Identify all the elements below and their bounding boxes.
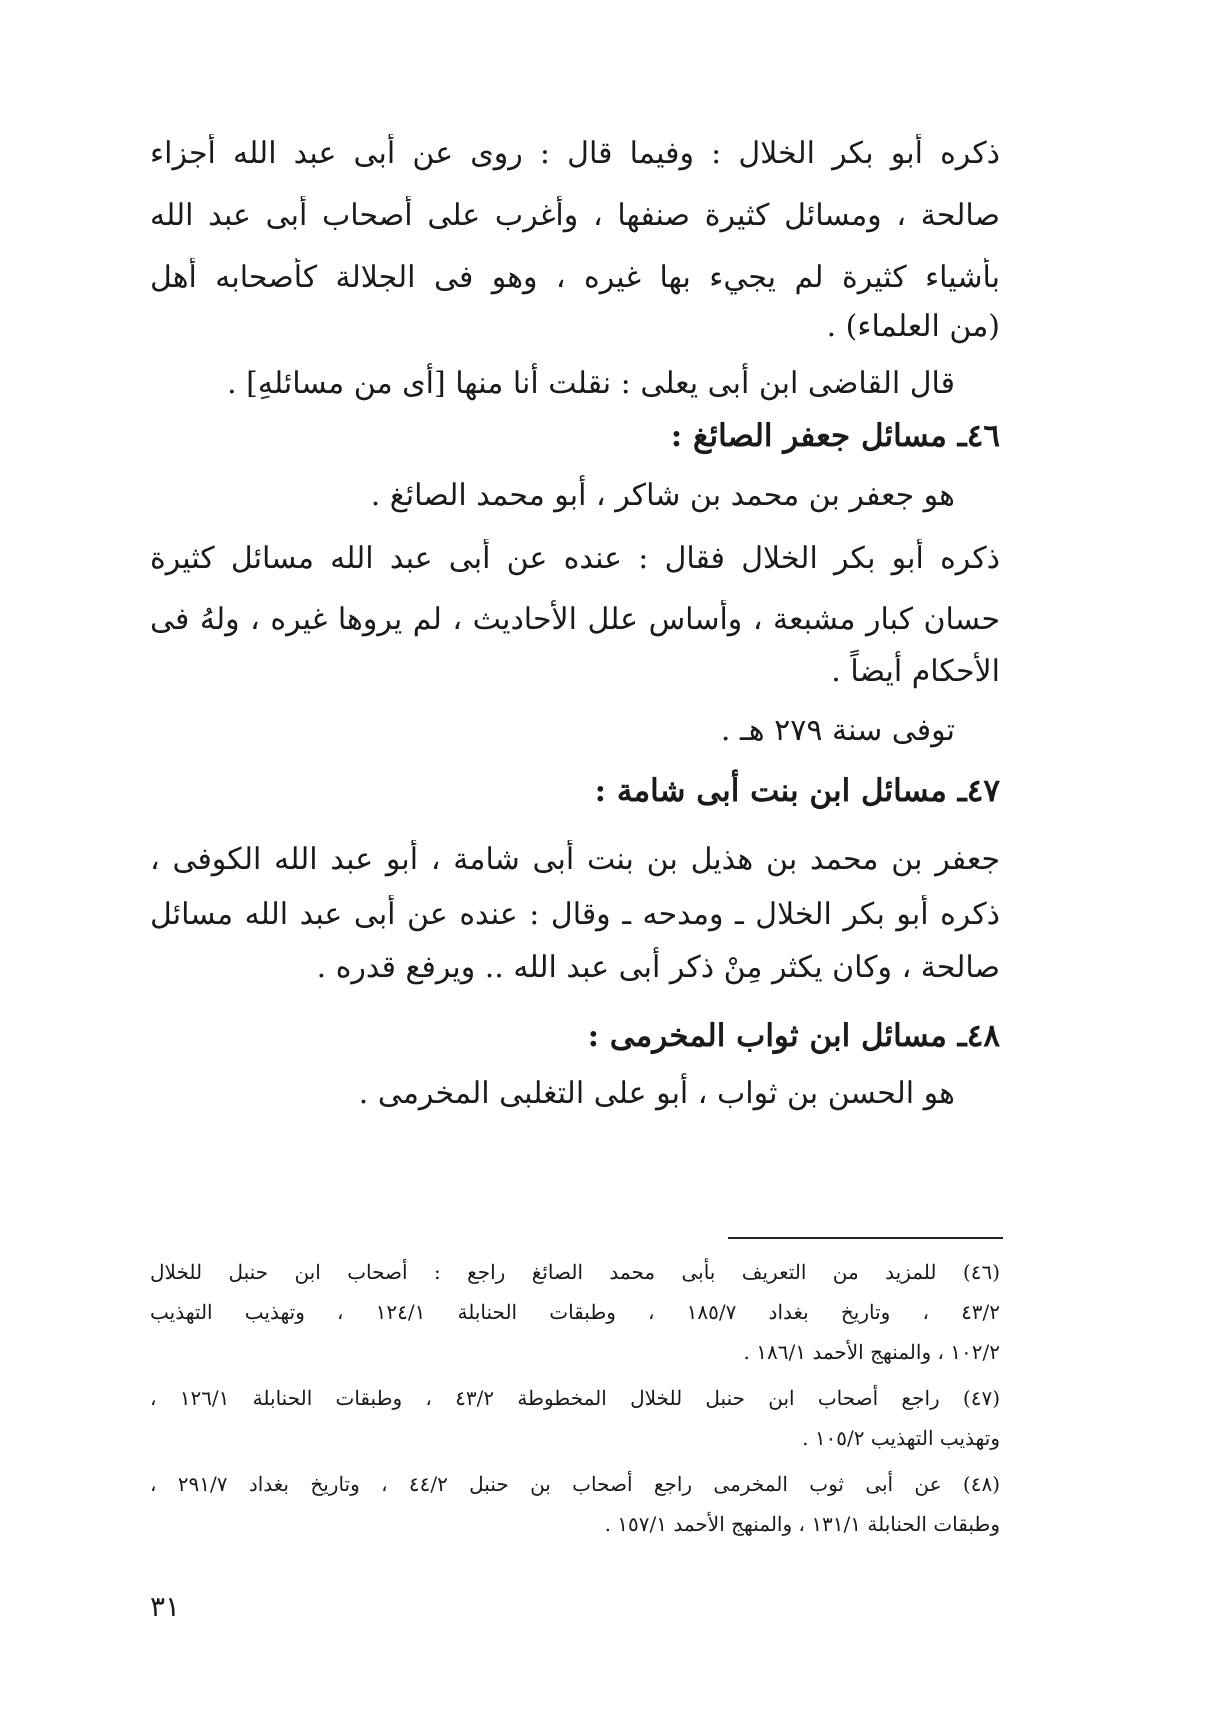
- section-heading-48: ٤٨ـ مسائل ابن ثواب المخرمى :: [587, 1018, 1000, 1054]
- footnote-line: وطبقات الحنابلة ١٣١/١ ، والمنهج الأحمد ١٥٧/١ .: [604, 1512, 1000, 1536]
- body-line: صالحة ، وكان يكثر مِنْ ذكر أبى عبد الله .. ويرفع قدره .: [316, 950, 1000, 985]
- body-line: قال القاضى ابن أبى يعلى : نقلت أنا منها [أى من مسائلهِ] .: [227, 366, 955, 401]
- body-line: توفى سنة ٢٧٩ هـ .: [720, 713, 955, 748]
- footnote-line: ١٠٢/٢ ، والمنهج الأحمد ١٨٦/١ .: [743, 1340, 1000, 1364]
- section-heading-46: ٤٦ـ مسائل جعفر الصائغ :: [670, 418, 1000, 454]
- body-line: ذكره أبو بكر الخلال ـ ومدحه ـ وقال : عنده عن أبى عبد الله مسائل: [150, 897, 1000, 932]
- body-line: الأحكام أيضاً .: [831, 654, 1000, 689]
- page-number: ٣١: [150, 1590, 181, 1623]
- body-line: ذكره أبو بكر الخلال فقال : عنده عن أبى عبد الله مسائل كثيرة: [150, 541, 1000, 576]
- footnote-line: (٤٨) عن أبى ثوب المخرمى راجع أصحاب بن حنبل ٤٤/٢ ، وتاريخ بغداد ٢٩١/٧ ،: [150, 1472, 1000, 1496]
- body-line: هو الحسن بن ثواب ، أبو على التغلبى المخرمى .: [358, 1076, 955, 1111]
- footnote-separator: [728, 1237, 1003, 1239]
- footnote-line: ٤٣/٢ ، وتاريخ بغداد ١٨٥/٧ ، وطبقات الحنابلة ١٢٤/١ ، وتهذيب التهذيب: [150, 1300, 1000, 1324]
- body-line: (من العلماء) .: [826, 309, 1000, 344]
- footnote-line: وتهذيب التهذيب ١٠٥/٢ .: [802, 1426, 1000, 1450]
- section-heading-47: ٤٧ـ مسائل ابن بنت أبى شامة :: [594, 773, 1000, 809]
- body-line: حسان كبار مشبعة ، وأساس علل الأحاديث ، لم يروها غيره ، ولهُ فى: [150, 602, 1000, 637]
- footnote-line: (٤٦) للمزيد من التعريف بأبى محمد الصائغ راجع : أصحاب ابن حنبل للخلال: [150, 1260, 1000, 1284]
- body-line: ذكره أبو بكر الخلال : وفيما قال : روى عن أبى عبد الله أجزاء: [150, 136, 1000, 171]
- body-line: بأشياء كثيرة لم يجيء بها غيره ، وهو فى الجلالة كأصحابه أهل: [150, 260, 1000, 295]
- body-line: صالحة ، ومسائل كثيرة صنفها ، وأغرب على أصحاب أبى عبد الله: [150, 198, 1000, 233]
- body-line: جعفر بن محمد بن هذيل بن بنت أبى شامة ، أبو عبد الله الكوفى ،: [150, 842, 1000, 877]
- body-line: هو جعفر بن محمد بن شاكر ، أبو محمد الصائغ .: [370, 478, 955, 513]
- footnote-line: (٤٧) راجع أصحاب ابن حنبل للخلال المخطوطة ٤٣/٢ ، وطبقات الحنابلة ١٢٦/١ ،: [150, 1386, 1000, 1410]
